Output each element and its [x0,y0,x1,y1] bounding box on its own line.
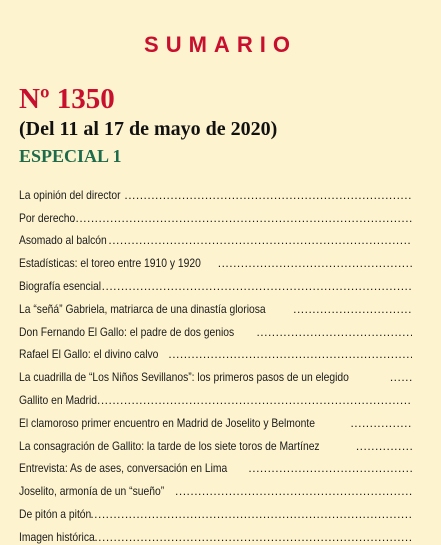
special-section-title: ESPECIAL 1 [19,146,122,166]
toc-item-label: Estadísticas: el toreo entre 1910 y 1920 [19,256,201,271]
dot-leader [218,255,412,271]
dot-leader [175,483,412,499]
dot-leader [390,369,412,385]
toc-item[interactable] [19,226,412,249]
toc-item[interactable] [19,454,412,477]
dot-leader [350,415,412,431]
toc-item-label: Don Fernando El Gallo: el padre de dos genios [19,324,235,339]
issue-number: Nº 1350 [19,83,115,115]
dot-leader [90,506,412,522]
dot-leader [248,460,412,476]
toc-item[interactable] [19,340,412,363]
dot-leader [97,392,412,408]
dot-leader [102,278,412,294]
toc-item-label: De pitón a pitón [19,506,92,521]
toc-item-label: El clamoroso primer encuentro en Madrid de Joselito y Belmonte [19,415,315,430]
toc-item[interactable] [19,431,412,454]
toc-item[interactable] [19,522,412,545]
toc-item-label: La opinión del director [19,187,121,202]
toc-item-label: La cuadrilla de “Los Niños Sevillanos”: los primeros pasos de un elegido [19,370,349,385]
toc-item[interactable] [19,385,412,408]
toc-item-label: Joselito, armonía de un “sueño” [19,484,165,499]
toc-item-label: La consagración de Gallito: la tarde de los siete toros de Martínez [19,438,320,453]
dot-leader [168,346,412,362]
dot-leader [72,210,412,226]
toc-item-label: La “señá” Gabriela, matriarca de una dinastía gloriosa [19,301,266,316]
toc-item-label: Por derecho [19,210,76,225]
toc-item[interactable] [19,408,412,431]
dot-leader [256,324,412,340]
toc-item-label: Asomado al balcón [19,233,107,248]
dot-leader [356,438,412,454]
toc-item[interactable] [19,203,412,226]
toc-item[interactable] [19,499,412,522]
toc-item-label: Entrevista: As de ases, conversación en Lima [19,461,228,476]
toc-item-label: Imagen histórica [19,529,95,544]
toc-item[interactable] [19,362,412,385]
issue-dates: (Del 11 al 17 de mayo de 2020) [19,118,278,140]
toc-item[interactable] [19,248,412,271]
toc-item[interactable] [19,180,412,203]
toc-item[interactable] [19,476,412,499]
page-title: SUMARIO [144,32,297,57]
toc-item-label: Rafael El Gallo: el divino calvo [19,347,159,362]
dot-leader [108,232,412,248]
toc-item-label: Biografía esencial [19,278,102,293]
table-of-contents [19,180,412,545]
toc-item[interactable] [19,271,412,294]
toc-item[interactable] [19,317,412,340]
dot-leader [293,301,412,317]
toc-item-label: Gallito en Madrid [19,392,98,407]
toc-item[interactable] [19,294,412,317]
dot-leader [124,187,412,203]
dot-leader [94,529,412,545]
